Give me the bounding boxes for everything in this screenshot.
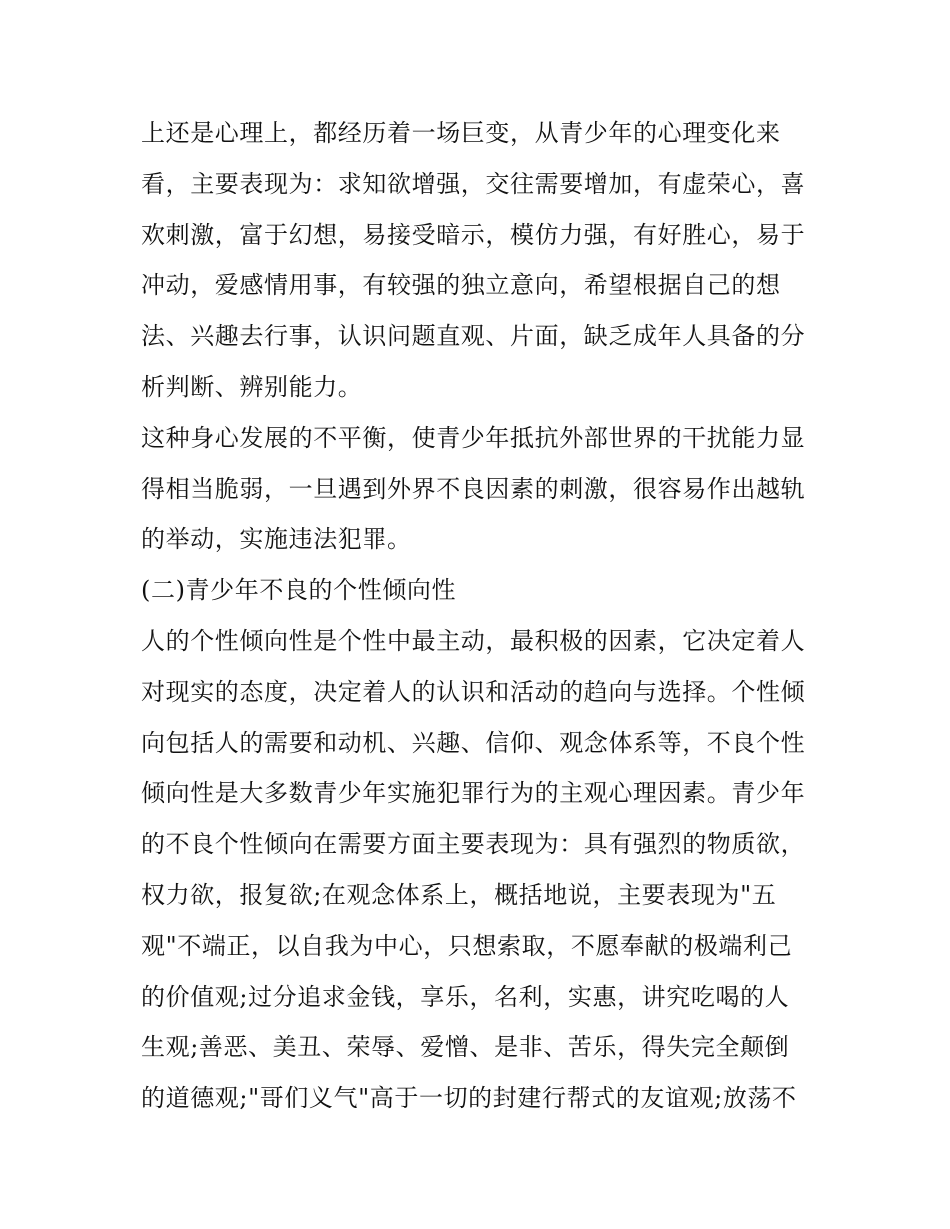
text-line: 向包括人的需要和动机、兴趣、信仰、观念体系等，不良个性 <box>141 728 806 757</box>
text-line: 的价值观;过分追求金钱，享乐，名利，实惠，讲究吃喝的人 <box>141 982 790 1011</box>
text-line: 冲动，爱感情用事，有较强的独立意向，希望根据自己的想 <box>141 271 781 300</box>
text-line: 人的个性倾向性是个性中最主动，最积极的因素，它决定着人 <box>141 626 806 655</box>
text-line: 欢刺激，富于幻想，易接受暗示，模仿力强，有好胜心，易于 <box>141 220 806 249</box>
text-line: 得相当脆弱，一旦遇到外界不良因素的刺激，很容易作出越轨 <box>141 474 806 503</box>
section-heading: (二)青少年不良的个性倾向性 <box>141 576 457 605</box>
text-line: 权力欲，报复欲;在观念体系上，概括地说，主要表现为"五 <box>141 880 777 909</box>
text-line: 生观;善恶、美丑、荣辱、爱憎、是非、苦乐，得失完全颠倒 <box>141 1033 790 1062</box>
text-line: 看，主要表现为：求知欲增强，交往需要增加，有虚荣心，喜 <box>141 169 806 198</box>
text-line: 观"不端正，以自我为中心，只想索取，不愿奉献的极端利己 <box>141 931 793 960</box>
text-line: 这种身心发展的不平衡，使青少年抵抗外部世界的干扰能力显 <box>141 423 806 452</box>
text-line: 的道德观;"哥们义气"高于一切的封建行帮式的友谊观;放荡不 <box>141 1084 797 1113</box>
text-line: 上还是心理上，都经历着一场巨变，从青少年的心理变化来 <box>141 119 781 147</box>
text-line: 析判断、辨别能力。 <box>141 372 363 401</box>
text-line: 的不良个性倾向在需要方面主要表现为：具有强烈的物质欲， <box>141 830 806 859</box>
text-line: 倾向性是大多数青少年实施犯罪行为的主观心理因素。青少年 <box>141 779 806 808</box>
text-line: 对现实的态度，决定着人的认识和活动的趋向与选择。个性倾 <box>141 677 806 706</box>
text-line: 的举动，实施违法犯罪。 <box>141 525 412 554</box>
text-line: 法、兴趣去行事，认识问题直观、片面，缺乏成年人具备的分 <box>141 322 806 351</box>
document-body <box>141 108 821 1124</box>
